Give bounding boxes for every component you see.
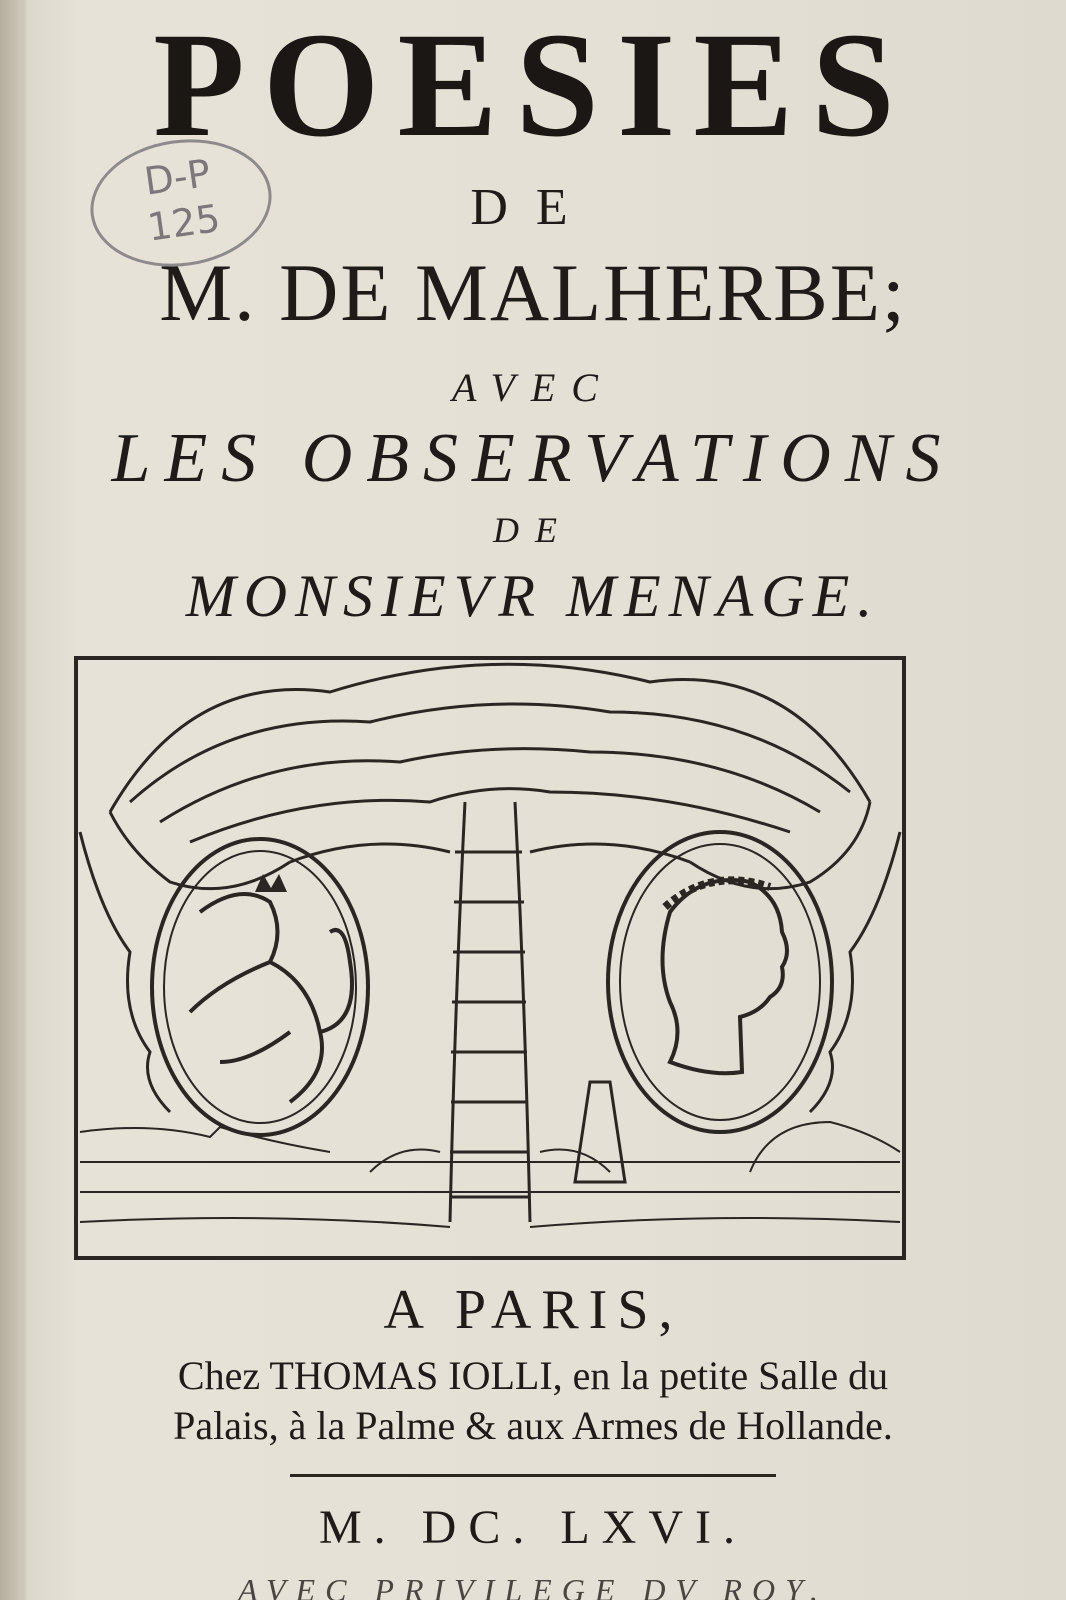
author-name: M. DE MALHERBE; [159,247,907,338]
palm-trunk-icon [450,802,530,1222]
royal-privilege-line: AVEC PRIVILEGE DV ROY. [238,1572,828,1600]
shelfmark-line-2: 125 [144,195,223,250]
imprint-address-line: Palais, à la Palme & aux Armes de Hollande. [173,1403,893,1448]
imprint-printer-line: Chez THOMAS IOLLI, en la petite Salle du [177,1353,889,1398]
preposition-de: DE [470,179,596,236]
horizontal-rule [290,1474,776,1477]
obelisk-icon [575,1082,625,1182]
shelfmark-line-1: D-P [141,150,214,204]
palm-canopy-icon [80,664,900,1112]
book-title: POESIES [153,2,913,168]
commentator-name: MONSIEVR MENAGE. [185,563,881,629]
lion-medallion-icon [152,839,368,1135]
printer-device-woodcut [70,652,910,1264]
imprint-city: A PARIS, [383,1279,683,1341]
publication-year: M. DC. LXVI. [319,1501,747,1554]
landscape-icon [80,1122,900,1227]
observations-heading: LES OBSERVATIONS [111,420,955,497]
preposition-avec: AVEC [452,365,614,410]
preposition-de-2: DE [493,510,573,550]
